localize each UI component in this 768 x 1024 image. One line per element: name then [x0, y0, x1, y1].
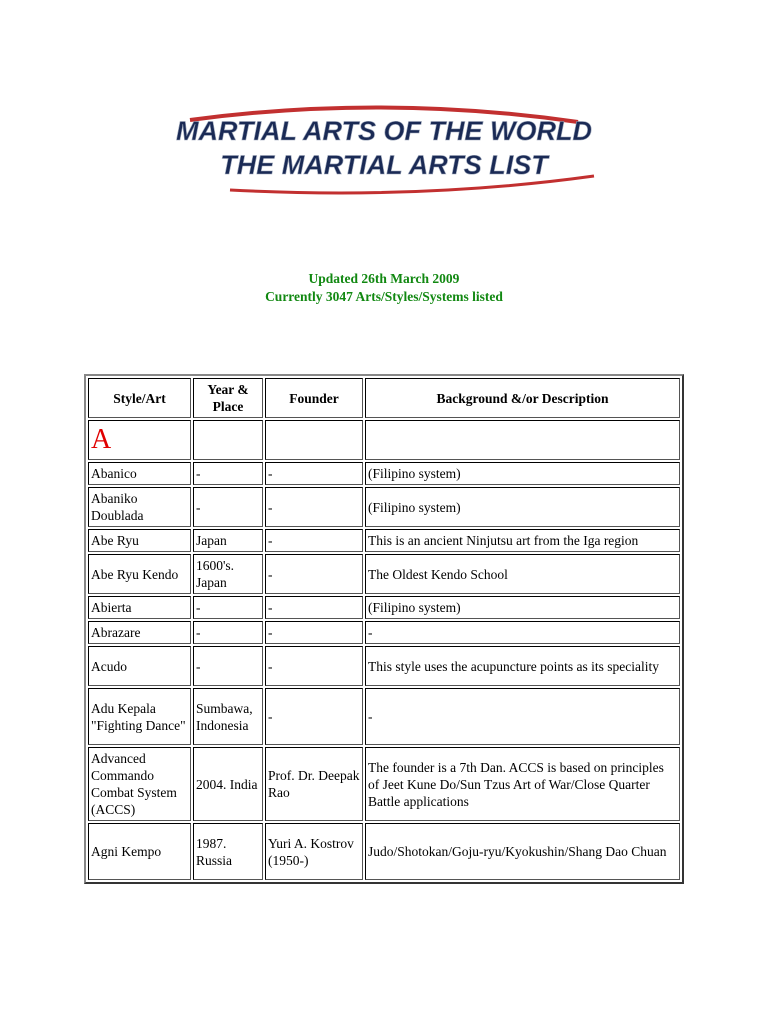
section-row [88, 420, 680, 460]
cell-desc: This is an ancient Ninjutsu art from the Iga region [365, 529, 680, 552]
header-founder: Founder [265, 378, 363, 418]
cell-desc: This style uses the acupuncture points as its speciality [365, 646, 680, 686]
cell-desc: - [365, 621, 680, 644]
cell-desc: (Filipino system) [365, 596, 680, 619]
cell-year: - [193, 646, 263, 686]
cell-year: 2004. India [193, 747, 263, 821]
empty-cell [265, 420, 363, 460]
cell-year: - [193, 621, 263, 644]
header-year: Year & Place [193, 378, 263, 418]
cell-desc: The Oldest Kendo School [365, 554, 680, 594]
cell-founder: Prof. Dr. Deepak Rao [265, 747, 363, 821]
cell-style: Advanced Commando Combat System (ACCS) [88, 747, 191, 821]
arts-table [84, 374, 684, 884]
cell-founder: Yuri A. Kostrov (1950-) [265, 823, 363, 880]
cell-founder: - [265, 646, 363, 686]
cell-founder: - [265, 621, 363, 644]
table-row [88, 688, 680, 745]
arts-table-wrapper [84, 374, 684, 884]
table-row [88, 529, 680, 552]
table-header-row [88, 378, 680, 418]
cell-desc: (Filipino system) [365, 462, 680, 485]
cell-year: 1600's. Japan [193, 554, 263, 594]
header-description: Background &/or Description [365, 378, 680, 418]
table-body [88, 420, 680, 880]
cell-year: 1987. Russia [193, 823, 263, 880]
table-row [88, 596, 680, 619]
cell-founder: - [265, 596, 363, 619]
cell-founder: - [265, 529, 363, 552]
table-row [88, 487, 680, 527]
site-logo [170, 100, 598, 196]
cell-style: Abrazare [88, 621, 191, 644]
cell-year: - [193, 462, 263, 485]
table-row [88, 621, 680, 644]
cell-year: - [193, 596, 263, 619]
table-row [88, 462, 680, 485]
logo-line1: MARTIAL ARTS OF THE WORLD [176, 116, 592, 146]
cell-founder: - [265, 462, 363, 485]
cell-style: Acudo [88, 646, 191, 686]
cell-style: Adu Kepala "Fighting Dance" [88, 688, 191, 745]
logo-line2: THE MARTIAL ARTS LIST [220, 150, 548, 180]
table-row [88, 646, 680, 686]
cell-desc: The founder is a 7th Dan. ACCS is based on principles of Jeet Kune Do/Sun Tzus Art of War/Close Quarter Battle applications [365, 747, 680, 821]
cell-founder: - [265, 487, 363, 527]
table-row [88, 554, 680, 594]
empty-cell [193, 420, 263, 460]
section-letter: A [91, 424, 112, 455]
cell-founder: - [265, 554, 363, 594]
cell-style: Agni Kempo [88, 823, 191, 880]
header-style: Style/Art [88, 378, 191, 418]
cell-desc: - [365, 688, 680, 745]
arts-count: Currently 3047 Arts/Styles/Systems listed [265, 289, 503, 304]
section-letter-cell [88, 420, 191, 460]
cell-founder: - [265, 688, 363, 745]
updated-date: Updated 26th March 2009 [308, 271, 460, 286]
cell-style: Abe Ryu Kendo [88, 554, 191, 594]
table-row [88, 747, 680, 821]
empty-cell [365, 420, 680, 460]
cell-desc: Judo/Shotokan/Goju-ryu/Kyokushin/Shang Dao Chuan [365, 823, 680, 880]
cell-style: Abanico [88, 462, 191, 485]
cell-style: Abaniko Doublada [88, 487, 191, 527]
cell-year: Sumbawa, Indonesia [193, 688, 263, 745]
cell-style: Abe Ryu [88, 529, 191, 552]
cell-year: - [193, 487, 263, 527]
logo-graphic [170, 100, 598, 196]
cell-year: Japan [193, 529, 263, 552]
update-notice [0, 270, 768, 306]
cell-style: Abierta [88, 596, 191, 619]
cell-desc: (Filipino system) [365, 487, 680, 527]
table-row [88, 823, 680, 880]
